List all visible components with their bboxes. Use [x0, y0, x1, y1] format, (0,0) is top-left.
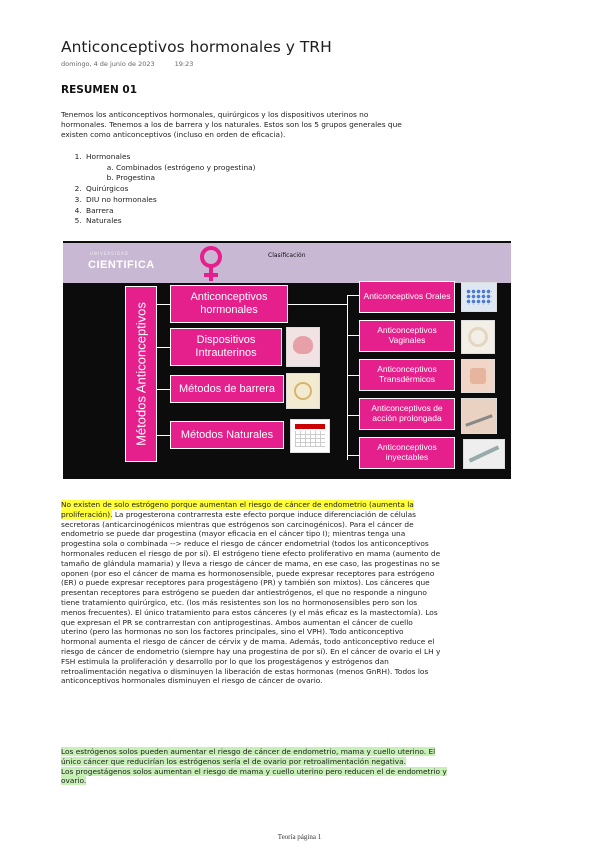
implant-image: [461, 398, 497, 434]
connector: [347, 335, 359, 336]
main-category-box: [125, 286, 157, 462]
type-injectable: Anticonceptivos inyectables: [359, 437, 455, 469]
explanation-paragraph: [61, 500, 441, 686]
connector: [156, 304, 170, 305]
note-estrogen: Los estrógenos solos pueden aumentar el riesgo de cáncer de endometrio, mama y cuello uterino. El único cáncer que reducirían los estrógenos sería el de ovario por retroalimentación negativa.: [61, 747, 436, 766]
category-hormonal: Anticonceptivos hormonales: [170, 285, 288, 323]
connector: [287, 304, 347, 305]
connector: [347, 415, 359, 416]
category-natural: Métodos Naturales: [170, 421, 284, 449]
main-category-label: Métodos Anticonceptivos: [133, 302, 149, 446]
syringe-image: [463, 439, 505, 469]
page-date: domingo, 4 de junio de 2023: [61, 60, 155, 68]
connector: [347, 455, 359, 456]
page-meta: [61, 60, 193, 68]
list-item: 3. DIU no hormonales: [84, 195, 256, 206]
connector: [347, 295, 359, 296]
highlighted-lead: No existen de solo estrógeno porque aumentan el riesgo de cáncer de endometrio (aumenta la proliferación).: [61, 500, 414, 519]
page-footer: Teoría página 1: [277, 833, 322, 841]
connector: [347, 295, 348, 460]
connector: [156, 389, 170, 390]
contraceptive-methods-infographic: [63, 241, 511, 479]
list-item: a. Combinados (estrógeno y progestina): [116, 163, 256, 174]
connector: [156, 347, 170, 348]
list-item: b. Progestina: [116, 173, 256, 184]
type-transdermal: Anticonceptivos Transdérmicos: [359, 359, 455, 391]
list-item: 1. Hormonales a. Combinados (estrógeno y progestina) b. Progestina: [84, 152, 256, 184]
iud-image: [286, 327, 320, 367]
barrier-image: [286, 373, 320, 409]
patch-image: [461, 359, 495, 393]
page-title: Anticonceptivos hormonales y TRH: [61, 38, 332, 56]
list-item: 4. Barrera: [84, 206, 256, 217]
type-vaginal: Anticonceptivos Vaginales: [359, 320, 455, 352]
note-progestogen: Los progestágenos solos aumentan el riesgo de mama y cuello uterino pero reducen el de endometrio y ovario.: [61, 766, 447, 786]
type-long-acting: Anticonceptivos de acción prolongada: [359, 398, 455, 430]
pill-pack-image: [461, 282, 497, 312]
list-item: 2. Quirúrgicos: [84, 184, 256, 195]
category-iud: Dispositivos Intrauterinos: [170, 328, 282, 366]
type-oral: Anticonceptivos Orales: [359, 281, 455, 313]
sublist: [86, 163, 256, 184]
venus-symbol-icon: [183, 244, 239, 284]
section-heading: RESUMEN 01: [61, 84, 138, 96]
university-logo: CIENTIFICA: [88, 259, 155, 271]
calendar-image: [290, 419, 330, 453]
contraceptive-list: [61, 152, 256, 227]
intro-paragraph: Tenemos los anticonceptivos hormonales, quirúrgicos y los dispositivos uterinos no hormonales. Tenemos a los de barrera y los naturales. Estos son los 5 grupos generales que existen como anticonceptivos (incluso en orden de eficacia).: [61, 110, 402, 139]
classification-label: Clasificación: [268, 252, 306, 259]
page-time: 19:23: [174, 60, 194, 68]
category-barrier: Métodos de barrera: [170, 375, 284, 403]
vaginal-ring-image: [461, 320, 495, 354]
logo-caption: UNIVERSIDAD: [90, 251, 129, 256]
paragraph-text: La progesterona contrarresta este efecto porque induce diferenciación de células secretoras (anticarcinogénicos mientras que estrógenos son carcinogénicos). Para el cáncer de endometrio se puede dar progestina (mayor eficacia en el cáncer tipo I); mientras tenga una progestina sola o combinada --> reduce el riesgo de cáncer endometrial (todos los anticonceptivos hormonales reducen el riesgo de por sí). El estrógeno tiene efecto proliferativo en mama (aumento de tamaño de glándula mamaria) y lleva a riesgo de cáncer de mama, en ese caso, las progestinas no se oponen (por eso el cáncer de mama es hormonosensible, puede expresar receptores para estrógeno (ER) o puede expresar receptores para progestágeno (PR) y también son mixtos). Los cánceres que presentan receptores para estrógeno se pueden dar antiestrógenos, el que no responde a ninguno tiene tratamiento quirúrgico, etc. (los más resistentes son los no hormonosensibles pero son los menos frecuentes). El único tratamiento para estos cánceres (y el más eficaz es la mastectomía). Los que expresan el PR se contrarrestan con antiprogestinas. Ambos aumentan el cáncer de cuello uterino (pero las hormonas no son los factores principales, sino el VPH). Todo anticonceptivo hormonal aumenta el riesgo de cáncer de cérvix y de mama. Además, todo anticonceptivo reduce el riesgo de cáncer de endometrio (siempre hay una progestina de por sí). En el cáncer de ovario el LH y FSH estimula la proliferación y desarrollo por lo que los progestágenos y estrógenos dan retroalimentación negativa o disminuyen la liberación de estas hormonas (menos GnRH). Todos los anticonceptivos hormonales disminuyen el riesgo de cáncer de ovario.: [61, 509, 441, 686]
connector: [156, 435, 170, 436]
highlighted-notes: [61, 747, 451, 786]
list-item: 5. Naturales: [84, 216, 256, 227]
connector: [347, 375, 359, 376]
